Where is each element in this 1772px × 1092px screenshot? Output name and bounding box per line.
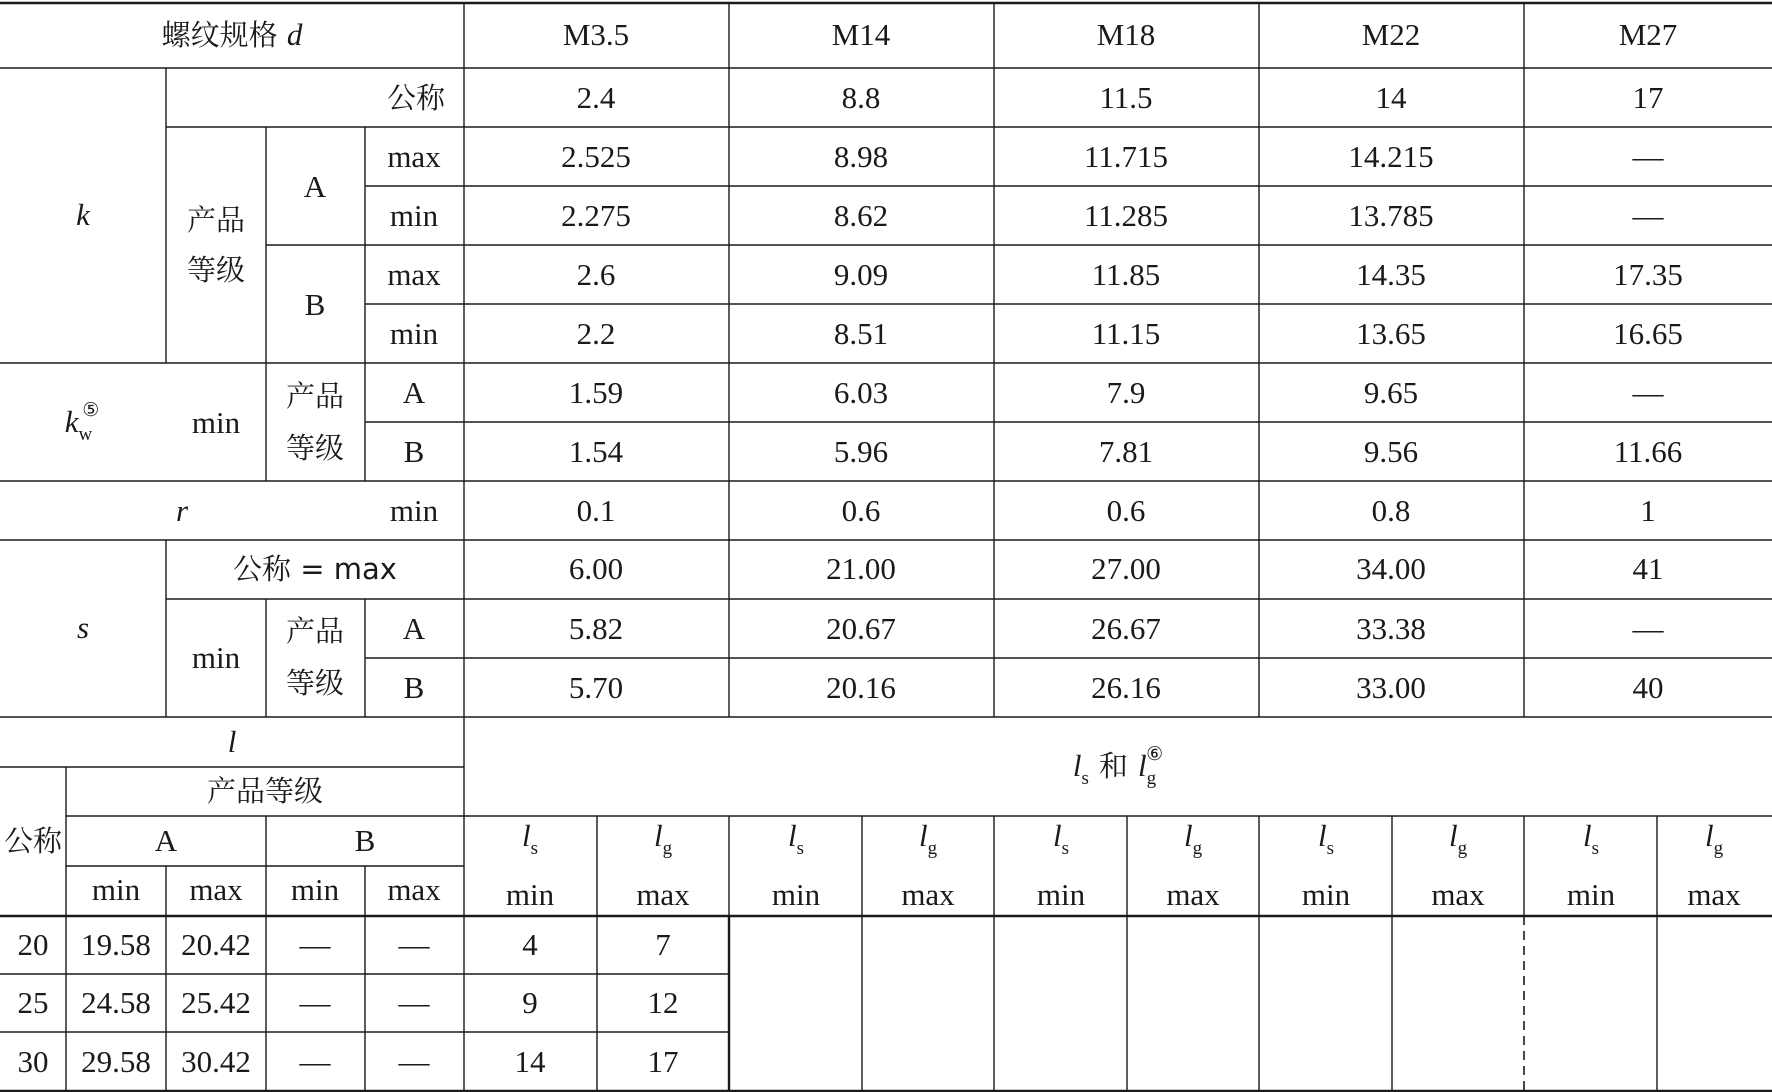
l-nominal-cell: 25 [17,985,49,1020]
r-min-cell: 0.1 [576,493,616,528]
s-grade-b: B [403,670,425,705]
l-rows [18,927,679,1079]
s-a-min-cell: 26.67 [1091,611,1161,646]
kw-symbol: kw⑤ [64,400,100,445]
ls-subheader: ls [1582,818,1600,859]
lg-max-label: max [1431,877,1485,912]
l-b-min-cell: — [299,985,331,1020]
s-b-min-cell: 40 [1632,670,1664,705]
k-b-min-cell: 13.65 [1356,316,1426,351]
k-a-min-label: min [389,198,439,233]
kw-b-cell: 7.81 [1098,434,1154,469]
lg-subheader: lg [1183,818,1203,859]
kw-b-cell: 11.66 [1613,434,1683,469]
k-a-max-cell: 11.715 [1083,139,1169,174]
l-a-max-cell: 30.42 [181,1044,251,1079]
size-headers [563,17,1677,52]
kw-grade-a: A [402,375,426,410]
l-nominal-label: 公称 [3,824,63,858]
size-header-5: M27 [1618,17,1678,52]
l-b-min-cell: — [299,1044,331,1079]
ls-min-cell: 4 [522,927,538,962]
lg-max-cell: 17 [647,1044,679,1079]
k-b-max-cell: 17.35 [1613,257,1683,292]
ls-min-cell: 14 [514,1044,546,1079]
s-symbol: s [76,610,90,645]
r-min-cell: 0.6 [1106,493,1146,528]
ls-min-label: min [1566,877,1616,912]
s-b-min-cell: 20.16 [826,670,896,705]
s-a-min-cell: 33.38 [1356,611,1426,646]
kw-b-cell: 5.96 [833,434,889,469]
ls-subheader: ls [1052,818,1070,859]
l-b-max-cell: — [398,927,430,962]
k-b-max-cell: 14.35 [1356,257,1426,292]
lg-max-label: max [636,877,690,912]
k-b-max-cell: 9.09 [833,257,889,292]
k-a-max-label: max [387,139,441,174]
kw-grade-b: B [403,434,425,469]
k-b-max-cell: 2.6 [576,257,616,292]
k-b-min-cell: 2.2 [576,316,616,351]
r-min-cell: 0.6 [841,493,881,528]
lg-max-cell: 12 [647,985,679,1020]
s-min-label: min [191,640,241,675]
s-grade-label-1: 产品 [285,614,345,648]
k-symbol: k [76,197,90,232]
l-b-max-cell: — [398,985,430,1020]
l-a-min-cell: 19.58 [81,927,151,962]
kw-a-cell: 9.65 [1363,375,1419,410]
lg-subheader: lg [1704,818,1724,859]
kw-min-label: min [191,405,241,440]
k-a-min-cell: 11.285 [1083,198,1169,233]
k-nominal-cell: 17 [1632,80,1664,115]
r-min-cell: 1 [1640,493,1656,528]
lg-subheader: lg [918,818,938,859]
ls-subheader: ls [1317,818,1335,859]
k-nominal-cell: 2.4 [576,80,616,115]
k-a-max-cell: 2.525 [561,139,631,174]
ls-min-cell: 9 [522,985,538,1020]
k-nominal-cell: 8.8 [841,80,881,115]
lg-max-label: max [901,877,955,912]
s-nominal-cell: 27.00 [1091,551,1161,586]
l-a-min-label: min [91,872,141,907]
ls-lg-subheaders [506,818,1741,912]
s-a-min-cell: 20.67 [826,611,896,646]
k-b-min-cell: 8.51 [833,316,889,351]
header-row [162,17,303,52]
s-nominal-cell: 41 [1632,551,1664,586]
kw-grade-label-2: 等级 [285,431,345,465]
k-b-max-cell: 11.85 [1091,257,1161,292]
l-b-max-cell: — [398,1044,430,1079]
l-nominal-cell: 20 [17,927,49,962]
size-header-4: M22 [1361,17,1421,52]
l-grade-b: B [354,823,376,858]
k-a-max-cell: 8.98 [833,139,889,174]
k-b-max-label: max [387,257,441,292]
size-header-2: M14 [831,17,891,52]
ls-min-label: min [505,877,555,912]
r-symbol: r [175,493,189,528]
l-a-max-cell: 25.42 [181,985,251,1020]
ls-min-label: min [771,877,821,912]
l-a-max-label: max [189,872,243,907]
l-symbol: l [227,724,237,759]
kw-b-cell: 1.54 [568,434,624,469]
lg-subheader: lg [1448,818,1468,859]
lg-max-cell: 7 [655,927,671,962]
ls-subheader: ls [787,818,805,859]
k-grade-a: A [303,169,327,204]
s-nominal-label: 公称 = max [233,552,397,586]
k-b-min-label: min [389,316,439,351]
ls-min-label: min [1036,877,1086,912]
s-b-min-cell: 33.00 [1356,670,1426,705]
l-b-min-cell: — [299,927,331,962]
s-b-min-cell: 5.70 [568,670,624,705]
r-section [176,493,439,528]
k-grade-label-1: 产品 [186,203,246,237]
s-b-min-cell: 26.16 [1091,670,1161,705]
k-nominal-cell: 14 [1375,80,1407,115]
s-nominal-cell: 21.00 [826,551,896,586]
l-grade-a: A [154,823,178,858]
ls-min-label: min [1301,877,1351,912]
kw-grade-label-1: 产品 [285,379,345,413]
s-a-min-cell: — [1632,611,1664,646]
l-a-min-cell: 29.58 [81,1044,151,1079]
r-min-label: min [389,493,439,528]
size-header-3: M18 [1096,17,1156,52]
k-nominal-cell: 11.5 [1099,80,1153,115]
s-nominal-cell: 6.00 [568,551,624,586]
ls-subheader: ls [521,818,539,859]
l-a-max-cell: 20.42 [181,927,251,962]
spec-label: 螺纹规格 d [161,17,303,52]
lg-max-label: max [1687,877,1741,912]
s-grade-a: A [402,611,426,646]
k-nominal-label: 公称 [386,81,445,115]
kw-a-cell: 6.03 [833,375,889,410]
kw-b-cell: 9.56 [1363,434,1419,469]
s-grade-label-2: 等级 [285,666,345,700]
l-b-max-label: max [387,872,441,907]
s-section [77,552,426,705]
k-grade-label-2: 等级 [186,253,246,287]
k-a-min-cell: 2.275 [561,198,631,233]
kw-a-cell: — [1632,375,1664,410]
k-a-min-cell: 13.785 [1348,198,1434,233]
r-min-cell: 0.8 [1371,493,1411,528]
l-b-min-label: min [290,872,340,907]
kw-a-cell: 1.59 [568,375,624,410]
kw-a-cell: 7.9 [1106,375,1146,410]
l-grade-label: 产品等级 [206,774,324,808]
k-grade-b: B [304,287,326,322]
k-b-min-cell: 16.65 [1613,316,1683,351]
ls-lg-title: ls 和 lg⑥ [1072,744,1164,789]
k-a-min-cell: — [1632,198,1664,233]
k-section [76,81,446,351]
lg-subheader: lg [653,818,673,859]
k-a-max-cell: 14.215 [1348,139,1434,174]
k-a-max-cell: — [1632,139,1664,174]
lg-max-label: max [1166,877,1220,912]
l-nominal-cell: 30 [17,1044,49,1079]
s-nominal-cell: 34.00 [1356,551,1426,586]
s-a-min-cell: 5.82 [568,611,624,646]
k-a-min-cell: 8.62 [833,198,889,233]
size-header-1: M3.5 [562,17,630,52]
l-a-min-cell: 24.58 [81,985,151,1020]
k-b-min-cell: 11.15 [1091,316,1161,351]
